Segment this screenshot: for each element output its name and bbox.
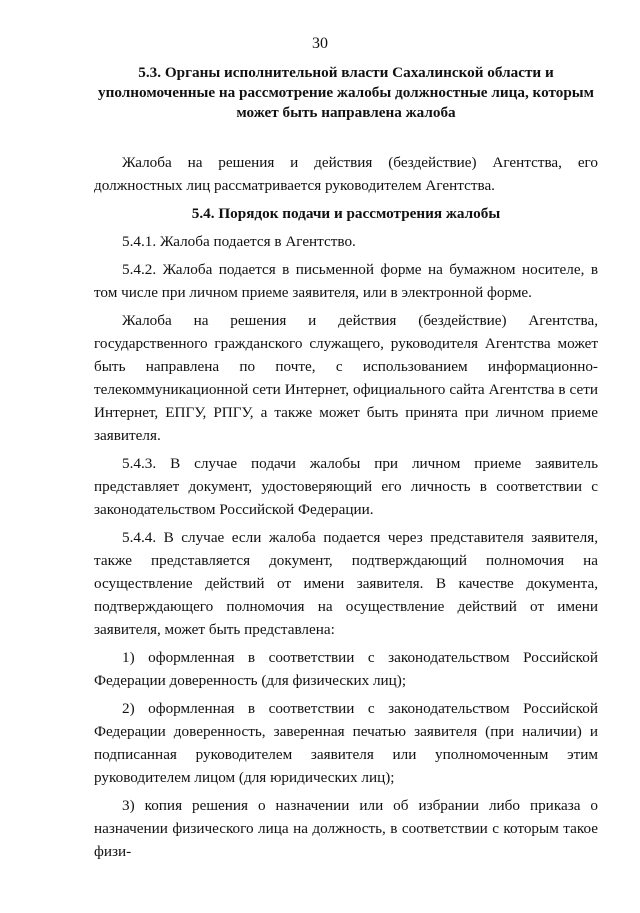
paragraph-5-4-3: 5.4.3. В случае подачи жалобы при личном приеме заявитель представляет документ, удостоверяющий его личность в соответствии с законодательством Российской Федерации. [94, 455, 598, 518]
section-heading-5-3: 5.3. Органы исполнительной власти Сахалинской области и уполномоченные на рассмотрение жалобы должностные лица, которым может быть направлена жалоба [98, 64, 594, 121]
list-item-3: 3) копия решения о назначении или об избрании либо приказа о назначении физического лица на должность, в соответствии с которым такое физи- [94, 797, 598, 860]
section-heading-5-4: 5.4. Порядок подачи и рассмотрения жалобы [191, 205, 501, 222]
paragraph-5-4-2: 5.4.2. Жалоба подается в письменной форме на бумажном носителе, в том числе при личном приеме заявителя, или в электронной форме. [94, 261, 598, 301]
paragraph: Жалоба на решения и действия (бездействие) Агентства, его должностных лиц рассматривается руководителем Агентства. [94, 154, 598, 194]
list-item-2: 2) оформленная в соответствии с законодательством Российской Федерации доверенность, заверенная печатью заявителя (при наличии) и подписанная руководителем заявителя или уполномоченным этим руководителем лицом (для юридических лиц); [94, 700, 598, 786]
paragraph: Жалоба на решения и действия (бездействие) Агентства, государственного гражданского служащего, руководителя Агентства может быть направлена по почте, с использованием информационно-телекоммуникационной сети Интернет, официального сайта Агентства в сети Интернет, ЕПГУ, РПГУ, а также может быть принята при личном приеме заявителя. [94, 312, 598, 444]
paragraph-5-4-4: 5.4.4. В случае если жалоба подается через представителя заявителя, также представляется документ, подтверждающий полномочия на осуществление действий от имени заявителя. В качестве документа, подтверждающего полномочия на осуществление действий от имени заявителя, может быть представлена: [94, 529, 598, 638]
list-item-1: 1) оформленная в соответствии с законодательством Российской Федерации доверенность (для физических лиц); [94, 649, 598, 689]
paragraph-5-4-1: 5.4.1. Жалоба подается в Агентство. [122, 233, 356, 250]
document-body [94, 63, 598, 868]
page-number: 30 [312, 35, 328, 52]
